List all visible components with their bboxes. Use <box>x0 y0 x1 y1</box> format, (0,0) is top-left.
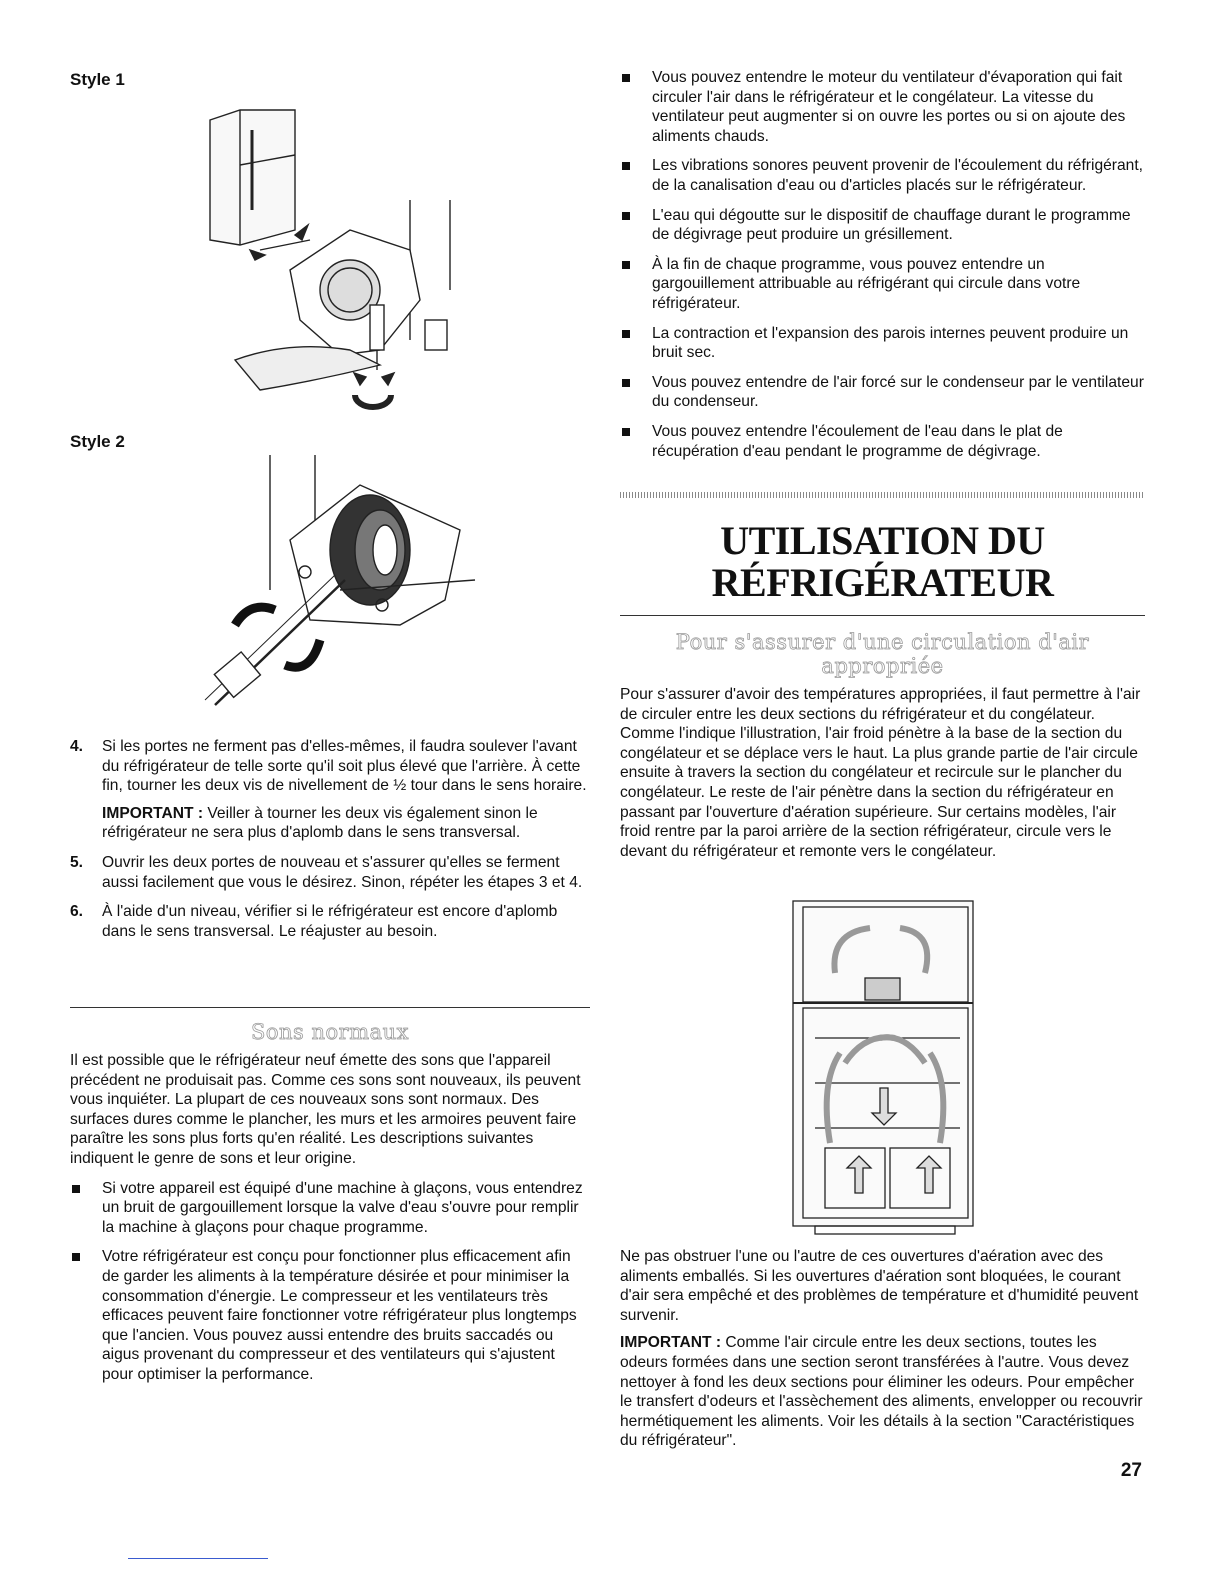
leveling-screw-style1-illustration <box>200 100 470 430</box>
list-item: L'eau qui dégoutte sur le dispositif de chauffage durant le programme de dégivrage peut produire un grésillement. <box>620 206 1145 245</box>
sons-normaux-heading: Sons normaux <box>250 1020 409 1044</box>
hatched-divider <box>620 492 1145 498</box>
section-divider <box>70 1007 590 1008</box>
right-column <box>620 68 1145 471</box>
leveling-steps-list <box>70 737 590 941</box>
list-item: Vous pouvez entendre l'écoulement de l'eau dans le plat de récupération d'eau pendant le programme de dégivrage. <box>620 422 1145 461</box>
obstruction-section <box>620 1247 1145 1451</box>
step-number: 4. <box>70 738 84 755</box>
air-circulation-paragraph: Pour s'assurer d'avoir des températures appropriées, il faut permettre à l'air de circuler entre les deux sections du réfrigérateur et du congélateur. Comme l'indique l'illustration, l'air froid pénètre à la base de la section du congélateur et se déplace vers le haut. La plus grande partie de l'air circule ensuite à travers la section du congélateur et recircule sur le plancher du congélateur. Le reste de l'air pénètre dans la section du réfrigérateur en passant par l'ouverture d'aération supérieure. Sur certains modèles, l'air froid rentre par la paroi arrière de la section réfrigérateur, circule vers le devant du réfrigérateur et remonte vers le congélateur. <box>620 686 1141 860</box>
list-item: Si votre appareil est équipé d'une machine à glaçons, vous entendrez un bruit de gargouillement lorsque la valve d'eau s'ouvre pour remplir la machine à glaçons pour chaque programme. <box>70 1179 590 1238</box>
step-number: 5. <box>70 853 84 871</box>
list-item: La contraction et l'expansion des parois internes peuvent produire un bruit sec. <box>620 324 1145 363</box>
main-title-line-2: RÉFRIGÉRATEUR <box>711 560 1054 605</box>
list-item: Vous pouvez entendre de l'air forcé sur le condenseur par le ventilateur du condenseur. <box>620 373 1145 412</box>
important-text: Comme l'air circule entre les deux sections, toutes les odeurs formées dans une section seront transférées à l'autre. Vous devez nettoyer à fond les deux sections pour éliminer les odeurs. Pour empêcher le transfert d'odeurs et l'assèchement des aliments, envelopper ou recouvrir hermétiquement les aliments. Voir les détails à la section "Caractéristiques du réfrigérateur". <box>620 1334 1143 1450</box>
step-4 <box>70 737 590 843</box>
air-flow-refrigerator-illustration <box>785 893 980 1238</box>
sons-bullet-list <box>70 1179 590 1385</box>
important-text: Veiller à tourner les deux vis également sinon le réfrigérateur ne sera plus d'aplomb dans le sens transversal. <box>102 804 538 842</box>
step-6 <box>70 902 590 941</box>
important-label: IMPORTANT : <box>102 804 204 822</box>
style-2-label: Style 2 <box>70 432 125 451</box>
sons-normaux-section <box>70 1020 590 1395</box>
step-text: À l'aide d'un niveau, vérifier si le réfrigérateur est encore d'aplomb dans le sens transversal. Le réajuster au besoin. <box>102 903 558 940</box>
step-text: Ouvrir les deux portes de nouveau et s'assurer qu'elles se ferment aussi facilement que vous le désirez. Sinon, répéter les étapes 3 et 4. <box>102 853 583 891</box>
step-5 <box>70 853 590 892</box>
section-divider <box>620 615 1145 616</box>
important-label: IMPORTANT : <box>620 1334 722 1352</box>
list-item: Votre réfrigérateur est conçu pour fonctionner plus efficacement afin de garder les aliments à la température désirée et pour minimiser la consommation d'énergie. Le compresseur et les ventilateurs très efficaces peuvent faire fonctionner votre réfrigérateur plus longtemps que l'ancien. Vous pouvez aussi entendre des bruits saccadés ou aigus provenant du compresseur et des ventilateurs qui s'ajustent pour optimiser la performance. <box>70 1247 590 1384</box>
page-number: 27 <box>1120 1460 1142 1481</box>
leveling-screw-style2-illustration <box>190 450 490 710</box>
left-column <box>70 737 590 951</box>
sounds-bullet-list <box>620 68 1145 461</box>
sons-intro-paragraph: Il est possible que le réfrigérateur neuf émette des sons que l'appareil précédent ne produisait pas. Comme ces sons sont nouveaux, ils peuvent vous inquiéter. La plupart de ces nouveaux sons sont normaux. Des surfaces dures comme le plancher, les murs et les armoires peuvent faire paraître les sons plus forts qu'en réalité. Les descriptions suivantes indiquent le genre de sons et leur origine. <box>70 1052 581 1167</box>
step-number: 6. <box>70 903 84 921</box>
list-item: À la fin de chaque programme, vous pouvez entendre un gargouillement attribuable au réfrigérant qui circule dans votre réfrigérateur. <box>620 255 1145 314</box>
main-title-block <box>620 520 1145 604</box>
air-circulation-section <box>620 630 1145 861</box>
list-item: Vous pouvez entendre le moteur du ventilateur d'évaporation qui fait circuler l'air dans le réfrigérateur et le congélateur. La vitesse du ventilateur peut augmenter si on ouvre les portes ou si on ajoute des aliments chauds. <box>620 68 1145 146</box>
footer-line <box>128 1558 268 1559</box>
step-important-note <box>102 804 590 843</box>
main-title-line-1: UTILISATION DU <box>720 518 1045 563</box>
style-1-label: Style 1 <box>70 70 125 89</box>
important-odor-note <box>620 1333 1145 1451</box>
obstruction-paragraph: Ne pas obstruer l'une ou l'autre de ces ouvertures d'aération avec des aliments emballés. Si les ouvertures d'aération sont bloquées, le courant d'air sera empêché et des problèmes de température et d'humidité peuvent survenir. <box>620 1248 1139 1324</box>
list-item: Les vibrations sonores peuvent provenir de l'écoulement du réfrigérant, de la canalisation d'eau ou d'articles placés sur le réfrigérateur. <box>620 156 1145 195</box>
step-text: Si les portes ne ferment pas d'elles-mêmes, il faudra soulever l'avant du réfrigérateur de telle sorte qu'il soit plus élevé que l'arrière. À cette fin, tourner les deux vis de nivellement de ½ tour dans le sens horaire. <box>102 738 587 795</box>
air-circulation-heading: Pour s'assurer d'une circulation d'air appropriée <box>675 630 1090 678</box>
